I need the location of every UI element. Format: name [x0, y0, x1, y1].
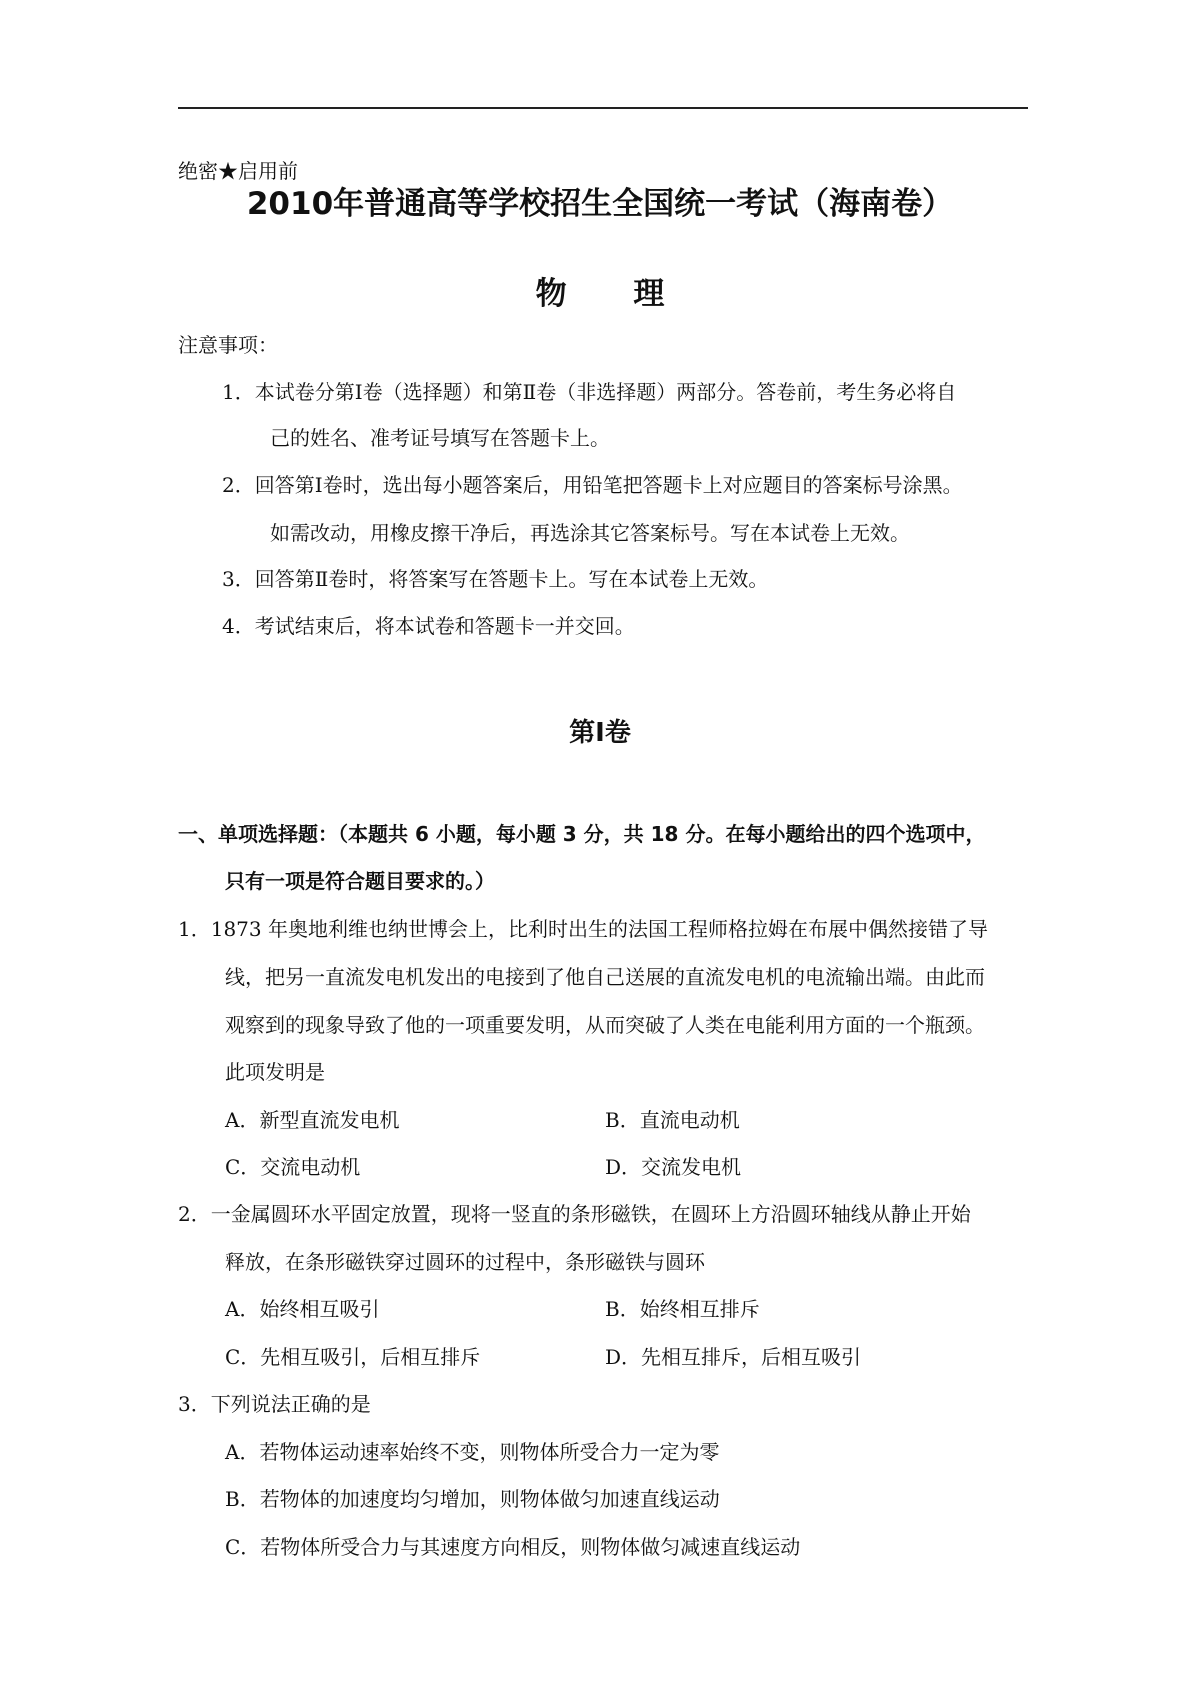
- question-1-option-d: D．交流发电机: [605, 1155, 742, 1179]
- subject-title: 物 理: [535, 276, 693, 312]
- notice-item-4: 4．考试结束后，将本试卷和答题卡一并交回。: [222, 614, 635, 638]
- question-1-option-b: B．直流电动机: [605, 1108, 740, 1132]
- notice-item-3: 3．回答第Ⅱ卷时，将答案写在答题卡上。写在本试卷上无效。: [222, 567, 769, 591]
- question-2-option-b: B．始终相互排斥: [605, 1297, 760, 1321]
- question-2-option-c: C．先相互吸引，后相互排斥: [225, 1345, 481, 1369]
- notice-item-1-cont: 己的姓名、准考证号填写在答题卡上。: [270, 426, 610, 450]
- question-3-option-b: B．若物体的加速度均匀增加，则物体做匀加速直线运动: [225, 1487, 720, 1511]
- question-1-stem-line-3: 观察到的现象导致了他的一项重要发明，从而突破了人类在电能利用方面的一个瓶颈。: [225, 1013, 985, 1037]
- question-2-option-d: D．先相互排斥，后相互吸引: [605, 1345, 862, 1369]
- section-heading-cont: 只有一项是符合题目要求的。）: [225, 869, 495, 893]
- question-1-stem: 1．1873 年奥地利维也纳世博会上，比利时出生的法国工程师格拉姆在布展中偶然接错了导: [178, 917, 988, 941]
- question-1-stem-line-4: 此项发明是: [225, 1060, 325, 1084]
- question-2-stem: 2．一金属圆环水平固定放置，现将一竖直的条形磁铁，在圆环上方沿圆环轴线从静止开始: [178, 1202, 971, 1226]
- notice-item-1: 1．本试卷分第Ⅰ卷（选择题）和第Ⅱ卷（非选择题）两部分。答卷前，考生务必将自: [222, 380, 957, 404]
- notice-item-2: 2．回答第Ⅰ卷时，选出每小题答案后，用铅笔把答题卡上对应题目的答案标号涂黑。: [222, 473, 963, 497]
- question-1-stem-line-2: 线，把另一直流发电机发出的电接到了他自己送展的直流发电机的电流输出端。由此而: [225, 965, 985, 989]
- header-rule: [178, 107, 1028, 109]
- question-2-stem-line-2: 释放，在条形磁铁穿过圆环的过程中，条形磁铁与圆环: [225, 1250, 705, 1274]
- question-2-option-a: A．始终相互吸引: [225, 1297, 380, 1321]
- question-1-option-c: C．交流电动机: [225, 1155, 361, 1179]
- question-1-option-a: A．新型直流发电机: [225, 1108, 400, 1132]
- exam-title: 2010年普通高等学校招生全国统一考试（海南卷）: [246, 186, 954, 222]
- question-3-option-c: C．若物体所受合力与其速度方向相反，则物体做匀减速直线运动: [225, 1535, 801, 1559]
- section-heading: 一、单项选择题：（本题共 6 小题，每小题 3 分，共 18 分。在每小题给出的四个选项中，: [178, 822, 986, 846]
- notice-heading: 注意事项：: [178, 333, 278, 357]
- question-3-stem: 3．下列说法正确的是: [178, 1392, 371, 1416]
- question-3-option-a: A．若物体运动速率始终不变，则物体所受合力一定为零: [225, 1440, 720, 1464]
- classification-label: 绝密★启用前: [178, 159, 298, 183]
- volume-title: 第Ⅰ卷: [569, 718, 631, 748]
- notice-item-2-cont: 如需改动，用橡皮擦干净后，再选涂其它答案标号。写在本试卷上无效。: [270, 521, 910, 545]
